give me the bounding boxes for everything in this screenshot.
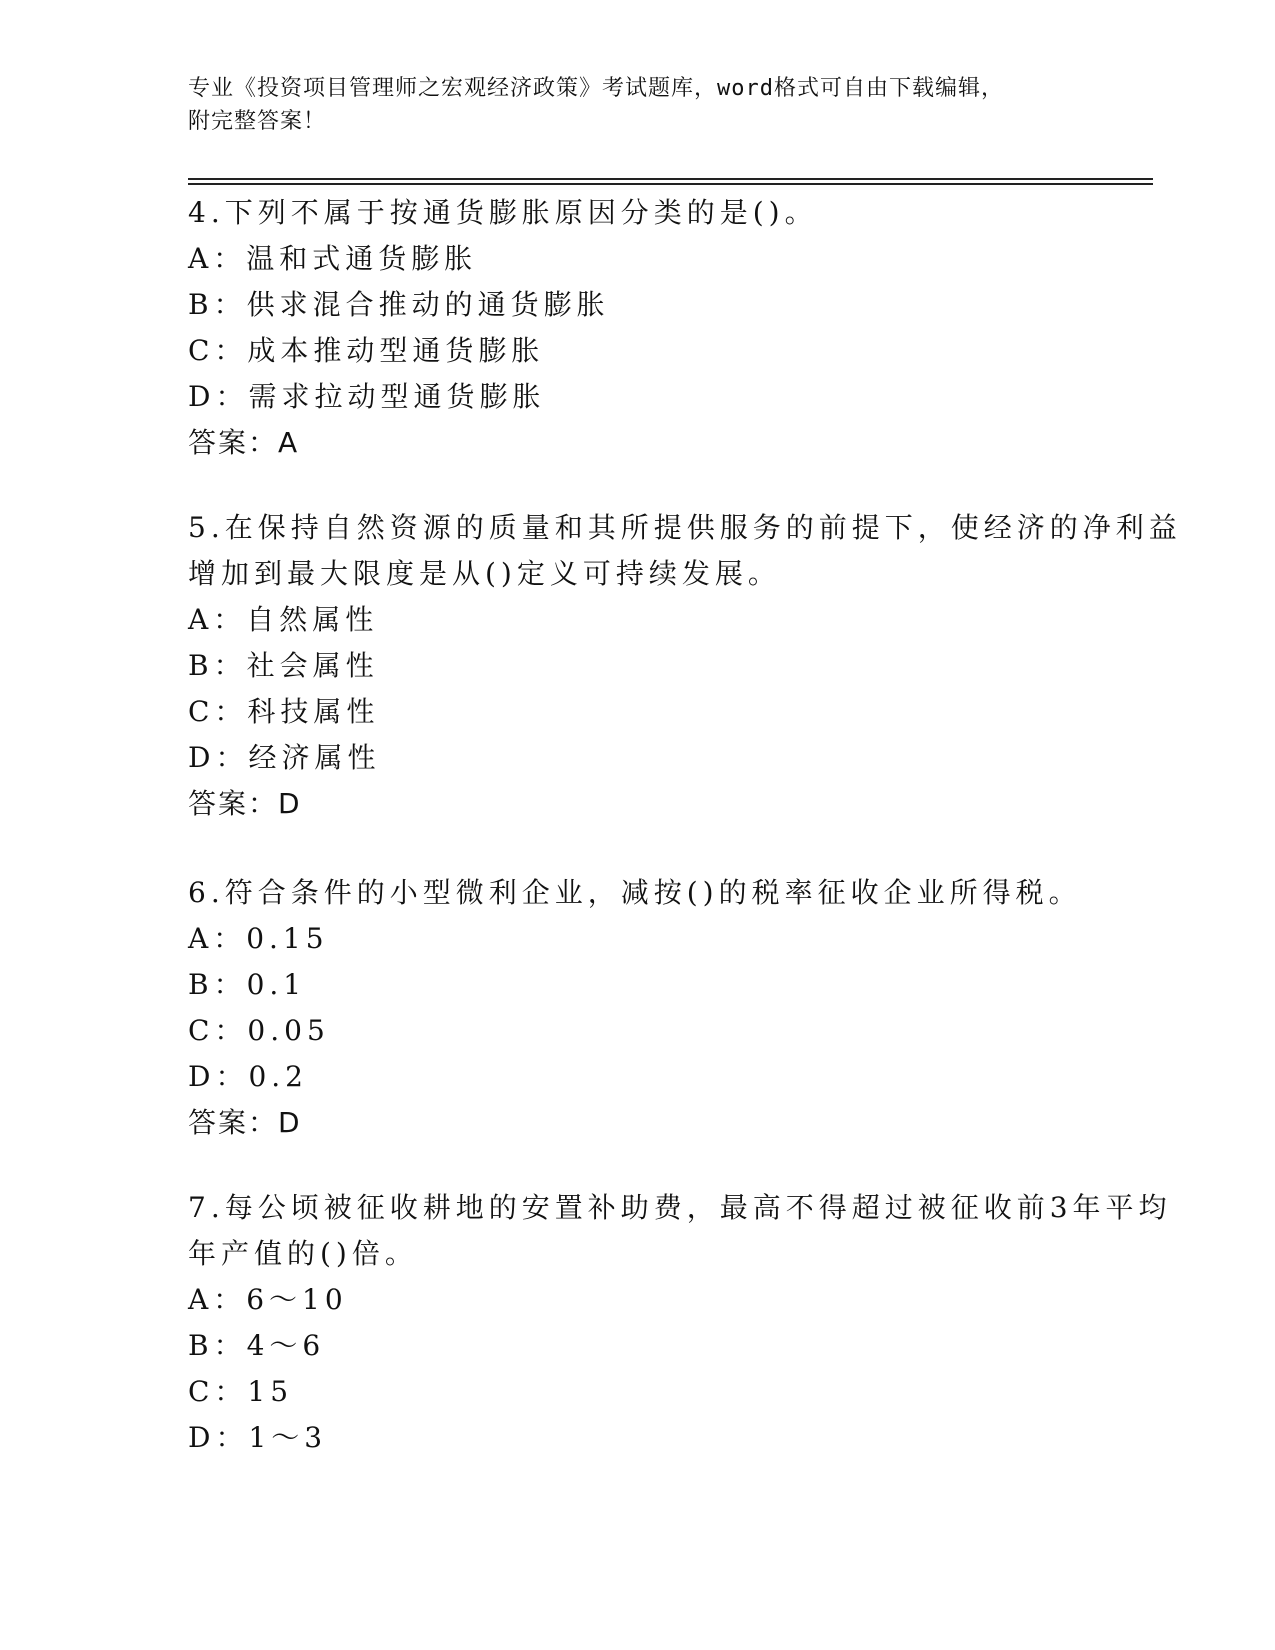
option-c: C：15 — [188, 1375, 294, 1408]
option-b: B：0.1 — [188, 968, 307, 1001]
option-a: A：0.15 — [188, 922, 329, 955]
option-a: A：6～10 — [188, 1283, 348, 1316]
question-line: 5.在保持自然资源的质量和其所提供服务的前提下，使经济的净利益 — [188, 511, 1182, 544]
header-line-2: 附完整答案！ — [188, 109, 327, 134]
option-a: A：自然属性 — [188, 603, 379, 636]
question-text — [188, 870, 1088, 916]
question-text — [188, 1185, 1172, 1277]
option-a: A：温和式通货膨胀 — [188, 242, 478, 275]
option-d: D：0.2 — [188, 1060, 308, 1093]
answer: 答案：D — [188, 787, 302, 820]
option-b: B：供求混合推动的通货膨胀 — [188, 288, 610, 321]
option-c: C：科技属性 — [188, 695, 380, 728]
header-divider-bottom — [188, 183, 1153, 185]
question-line: 年产值的()倍。 — [188, 1237, 418, 1270]
question-4 — [188, 190, 1088, 466]
option-c: C：0.05 — [188, 1014, 330, 1047]
question-text — [188, 505, 1182, 597]
header-divider-top — [188, 178, 1153, 180]
question-5 — [188, 505, 1182, 827]
option-d: D：1～3 — [188, 1421, 328, 1454]
question-line: 增加到最大限度是从()定义可持续发展。 — [188, 557, 781, 590]
option-b: B：社会属性 — [188, 649, 379, 682]
question-line: 7.每公顷被征收耕地的安置补助费，最高不得超过被征收前3年平均 — [188, 1191, 1172, 1224]
question-7 — [188, 1185, 1172, 1461]
document-header — [188, 72, 1068, 138]
option-b: B：4～6 — [188, 1329, 326, 1362]
question-line: 4.下列不属于按通货膨胀原因分类的是()。 — [188, 196, 818, 229]
option-d: D：经济属性 — [188, 741, 381, 774]
question-text — [188, 190, 1088, 236]
question-6 — [188, 870, 1088, 1146]
option-d: D：需求拉动型通货膨胀 — [188, 380, 546, 413]
header-line-1: 专业《投资项目管理师之宏观经济政策》考试题库，word格式可自由下载编辑， — [188, 76, 1004, 101]
option-c: C：成本推动型通货膨胀 — [188, 334, 545, 367]
question-line: 6.符合条件的小型微利企业，减按()的税率征收企业所得税。 — [188, 876, 1082, 909]
answer: 答案：D — [188, 1106, 302, 1139]
answer: 答案：A — [188, 426, 300, 459]
